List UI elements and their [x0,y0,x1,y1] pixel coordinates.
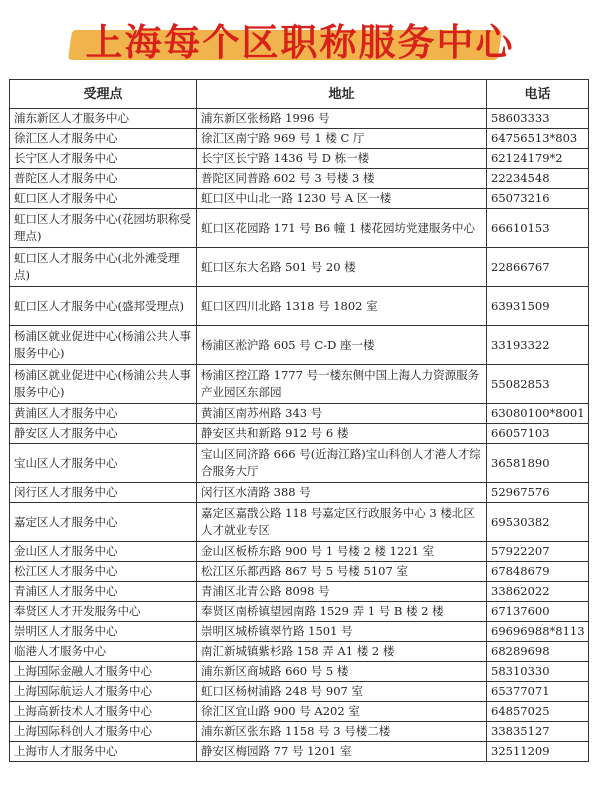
cell-phone: 69530382 [487,503,589,542]
table-row [10,149,589,169]
table-row [10,722,589,742]
cell-address: 虹口区杨树浦路 248 号 907 室 [197,682,487,702]
cell-phone: 33193322 [487,326,589,365]
table-row [10,662,589,682]
table-row [10,404,589,424]
cell-address: 徐汇区宜山路 900 号 A202 室 [197,702,487,722]
cell-location: 闵行区人才服务中心 [10,483,197,503]
cell-phone: 64756513*803 [487,129,589,149]
cell-location: 上海国际科创人才服务中心 [10,722,197,742]
header-location: 受理点 [10,80,197,109]
cell-address: 浦东新区张东路 1158 号 3 号楼二楼 [197,722,487,742]
header-phone: 电话 [487,80,589,109]
cell-location: 松江区人才服务中心 [10,562,197,582]
cell-phone: 63080100*8001 [487,404,589,424]
cell-address: 虹口区中山北一路 1230 号 A 区一楼 [197,189,487,209]
cell-phone: 36581890 [487,444,589,483]
cell-address: 静安区梅园路 77 号 1201 室 [197,742,487,762]
cell-location: 临港人才服务中心 [10,642,197,662]
cell-location: 浦东新区人才服务中心 [10,109,197,129]
table-row [10,444,589,483]
table-row [10,326,589,365]
cell-location: 嘉定区人才服务中心 [10,503,197,542]
cell-phone: 67137600 [487,602,589,622]
cell-location: 宝山区人才服务中心 [10,444,197,483]
cell-address: 静安区共和新路 912 号 6 楼 [197,424,487,444]
table-row [10,483,589,503]
cell-phone: 52967576 [487,483,589,503]
cell-location: 杨浦区就业促进中心(杨浦公共人事服务中心) [10,365,197,404]
cell-phone: 66057103 [487,424,589,444]
table-row [10,562,589,582]
cell-address: 青浦区北青公路 8098 号 [197,582,487,602]
cell-address: 松江区乐都西路 867 号 5 号楼 5107 室 [197,562,487,582]
cell-address: 崇明区城桥镇翠竹路 1501 号 [197,622,487,642]
cell-phone: 63931509 [487,287,589,326]
cell-address: 嘉定区嘉戬公路 118 号嘉定区行政服务中心 3 楼北区人才就业专区 [197,503,487,542]
service-center-table [9,79,589,762]
table-row [10,702,589,722]
cell-address: 虹口区花园路 171 号 B6 幢 1 楼花园坊党建服务中心 [197,209,487,248]
cell-phone: 69696988*8113 [487,622,589,642]
cell-phone: 22234548 [487,169,589,189]
cell-location: 上海国际航运人才服务中心 [10,682,197,702]
cell-address: 奉贤区南桥镇望园南路 1529 弄 1 号 B 楼 2 楼 [197,602,487,622]
cell-location: 普陀区人才服务中心 [10,169,197,189]
table-header-row [10,80,589,109]
cell-address: 闵行区水清路 388 号 [197,483,487,503]
cell-phone: 68289698 [487,642,589,662]
table-row [10,424,589,444]
table-row [10,582,589,602]
table-row [10,169,589,189]
table-row [10,248,589,287]
table-row [10,503,589,542]
cell-phone: 22866767 [487,248,589,287]
cell-location: 静安区人才服务中心 [10,424,197,444]
cell-phone: 57922207 [487,542,589,562]
header-address: 地址 [197,80,487,109]
cell-phone: 58310330 [487,662,589,682]
cell-phone: 55082853 [487,365,589,404]
cell-location: 虹口区人才服务中心(花园坊职称受理点) [10,209,197,248]
cell-location: 奉贤区人才开发服务中心 [10,602,197,622]
cell-address: 杨浦区淞沪路 605 号 C-D 座一楼 [197,326,487,365]
cell-location: 徐汇区人才服务中心 [10,129,197,149]
cell-phone: 67848679 [487,562,589,582]
table-row [10,742,589,762]
cell-phone: 32511209 [487,742,589,762]
table-row [10,365,589,404]
cell-location: 虹口区人才服务中心(盛邦受理点) [10,287,197,326]
cell-address: 南汇新城镇紫杉路 158 弄 A1 楼 2 楼 [197,642,487,662]
cell-location: 虹口区人才服务中心 [10,189,197,209]
table-row [10,209,589,248]
cell-phone: 62124179*2 [487,149,589,169]
table-row [10,542,589,562]
cell-address: 长宁区长宁路 1436 号 D 栋一楼 [197,149,487,169]
cell-address: 虹口区四川北路 1318 号 1802 室 [197,287,487,326]
table-row [10,129,589,149]
cell-phone: 33835127 [487,722,589,742]
cell-address: 杨浦区控江路 1777 号一楼东侧中国上海人力资源服务产业园区东部园 [197,365,487,404]
cell-address: 黄浦区南苏州路 343 号 [197,404,487,424]
cell-address: 宝山区同济路 666 号(近海江路)宝山科创人才港人才综合服务大厅 [197,444,487,483]
table-body [10,109,589,762]
cell-phone: 65377071 [487,682,589,702]
cell-location: 黄浦区人才服务中心 [10,404,197,424]
table-row [10,287,589,326]
cell-address: 浦东新区商城路 660 号 5 楼 [197,662,487,682]
cell-phone: 64857025 [487,702,589,722]
cell-location: 长宁区人才服务中心 [10,149,197,169]
cell-location: 杨浦区就业促进中心(杨浦公共人事服务中心) [10,326,197,365]
cell-address: 徐汇区南宁路 969 号 1 楼 C 厅 [197,129,487,149]
cell-phone: 33862022 [487,582,589,602]
cell-address: 金山区板桥东路 900 号 1 号楼 2 楼 1221 室 [197,542,487,562]
table-row [10,602,589,622]
cell-phone: 65073216 [487,189,589,209]
cell-phone: 58603333 [487,109,589,129]
page-title: 上海每个区职称服务中心 [85,21,515,64]
cell-location: 虹口区人才服务中心(北外滩受理点) [10,248,197,287]
cell-address: 普陀区同普路 602 号 3 号楼 3 楼 [197,169,487,189]
cell-location: 上海国际金融人才服务中心 [10,662,197,682]
cell-location: 上海市人才服务中心 [10,742,197,762]
table-row [10,642,589,662]
table-row [10,622,589,642]
cell-address: 虹口区东大名路 501 号 20 楼 [197,248,487,287]
cell-location: 上海高新技术人才服务中心 [10,702,197,722]
title-area [0,0,600,72]
cell-location: 崇明区人才服务中心 [10,622,197,642]
cell-location: 金山区人才服务中心 [10,542,197,562]
table-row [10,189,589,209]
table-row [10,109,589,129]
table-row [10,682,589,702]
cell-address: 浦东新区张杨路 1996 号 [197,109,487,129]
cell-phone: 66610153 [487,209,589,248]
cell-location: 青浦区人才服务中心 [10,582,197,602]
